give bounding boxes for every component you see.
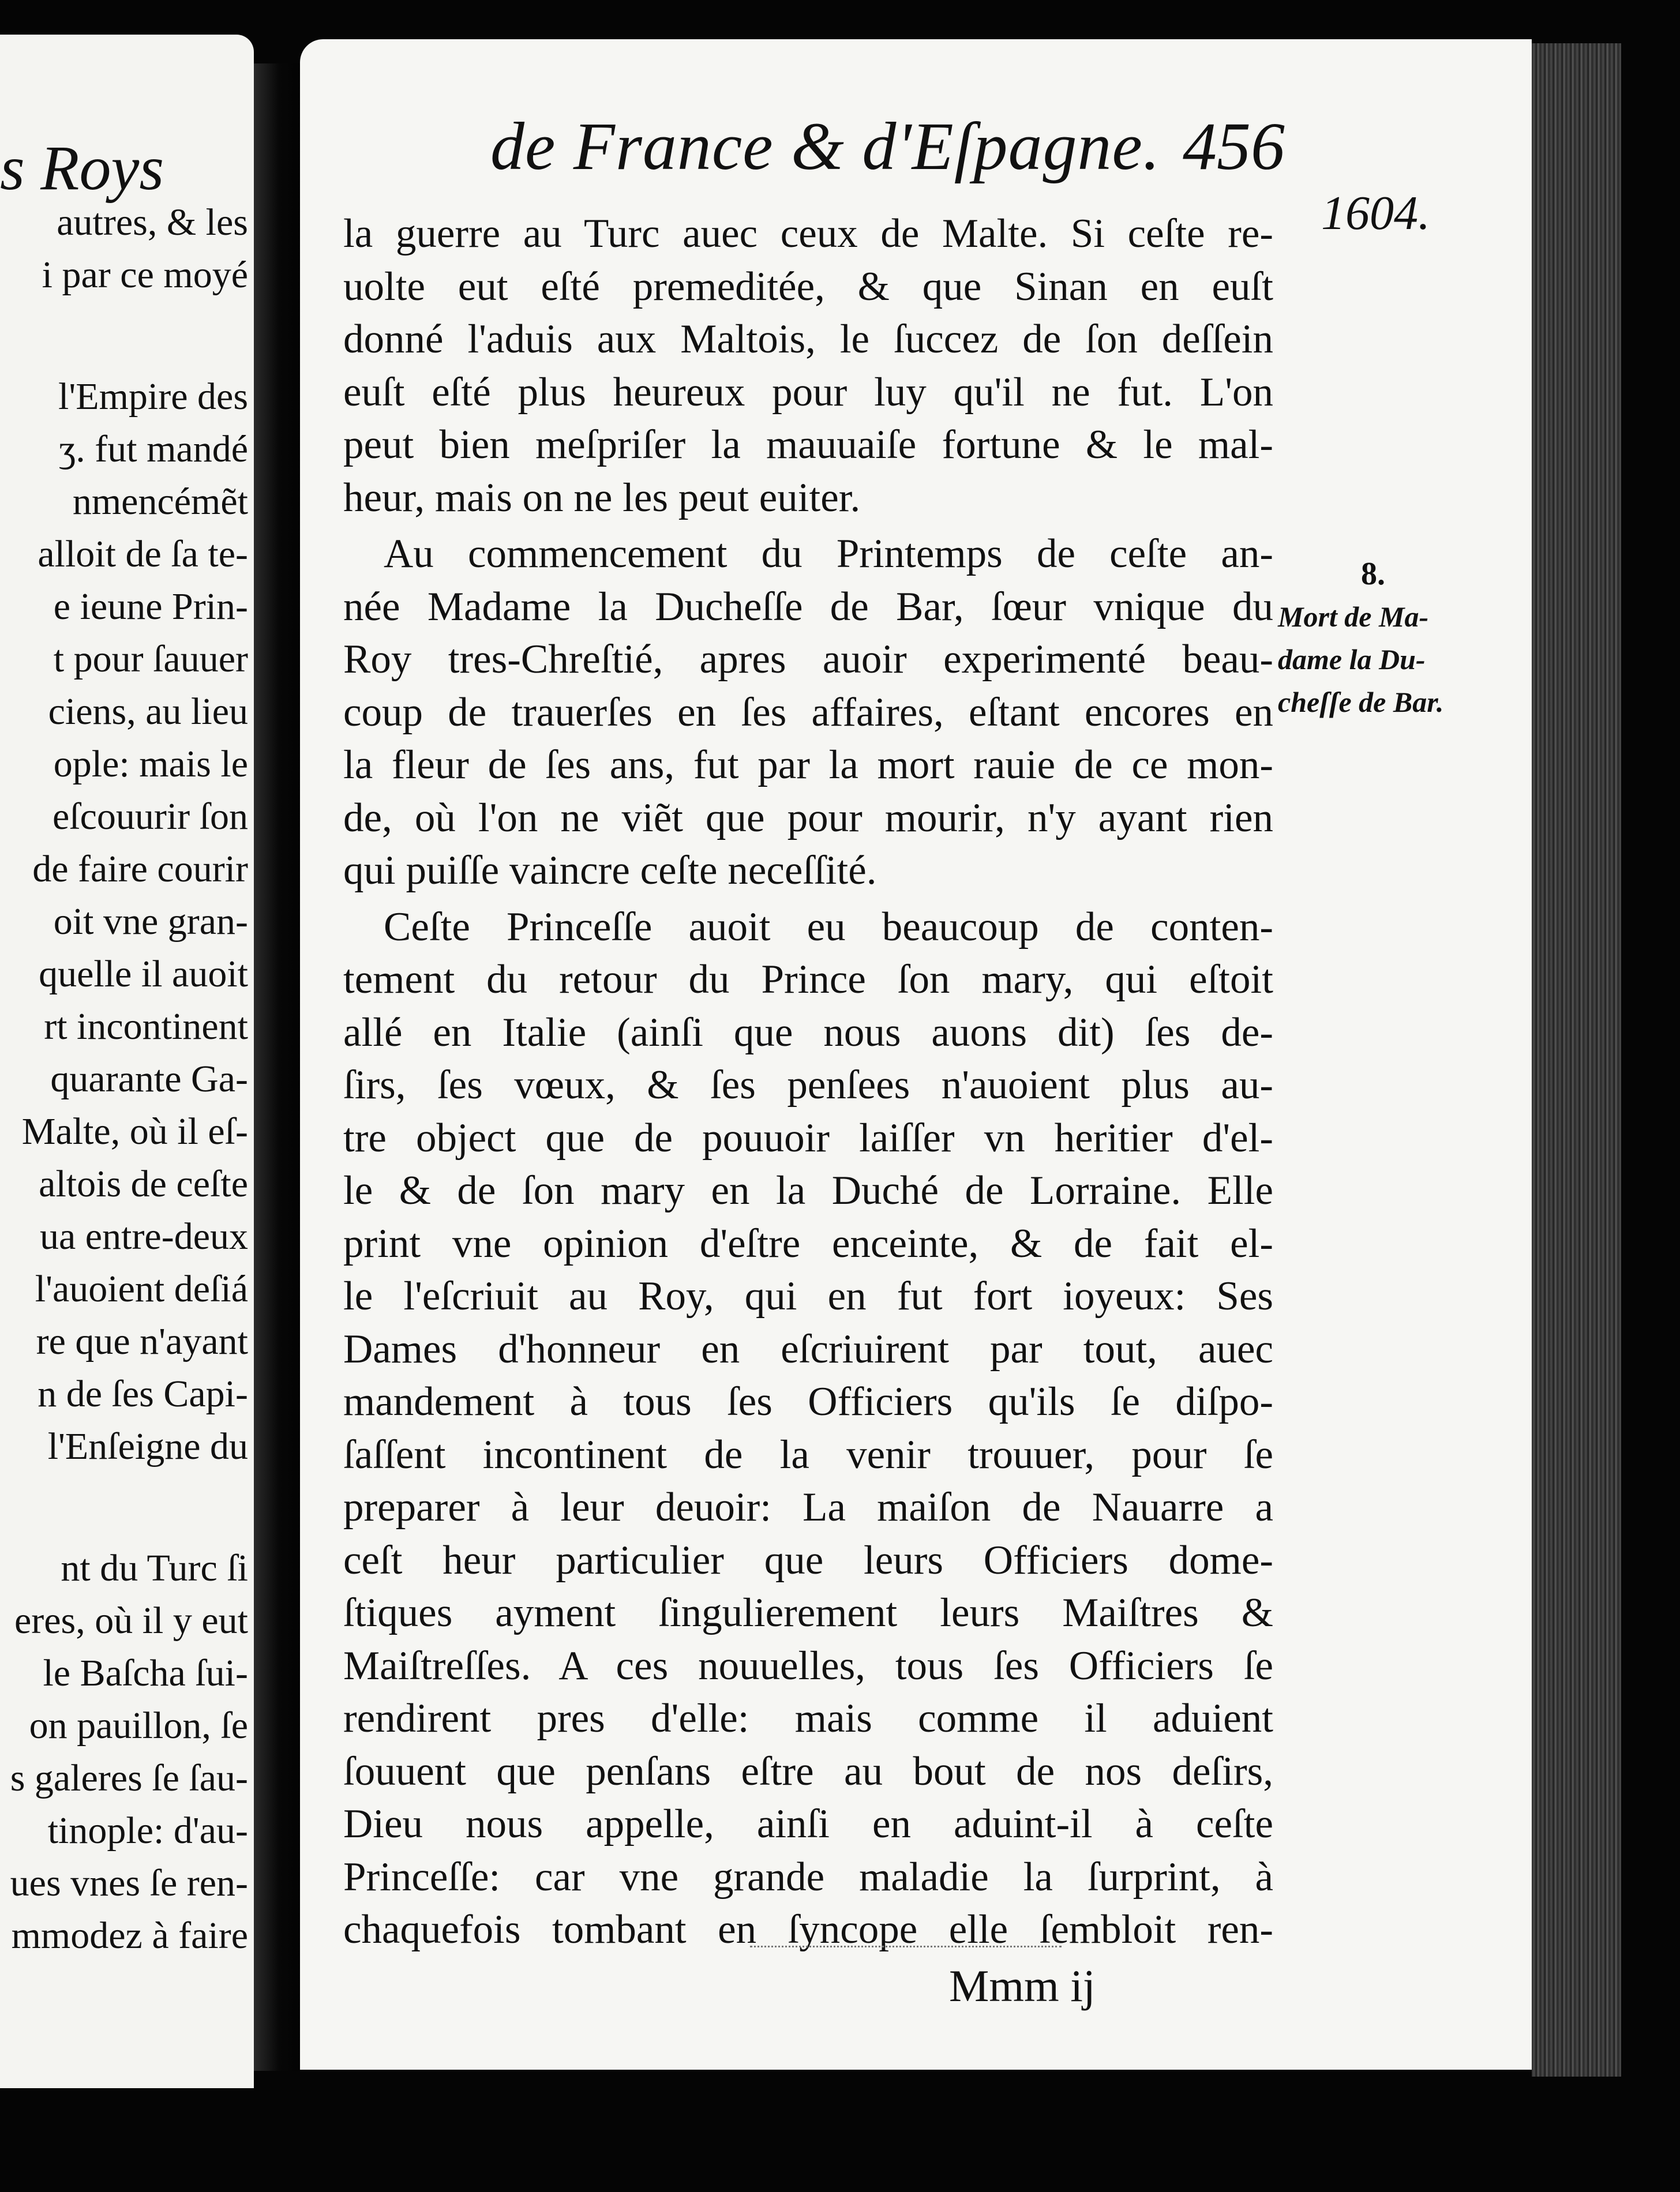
page-edges: [1532, 43, 1621, 2077]
marginal-note-line: Mort de Ma-: [1278, 600, 1429, 633]
body-text-line: Ceſte Princeſſe auoit eu beaucoup de conten-: [384, 904, 1273, 949]
marginal-note-number: 8.: [1361, 556, 1385, 592]
marginal-note-line: cheſſe de Bar.: [1278, 686, 1444, 718]
running-title: de France & d'Eſpagne.: [490, 108, 1161, 184]
left-text-line: quelle il auoit: [39, 953, 248, 995]
left-text-line: ua entre-deux: [40, 1215, 248, 1258]
body-text-line: qui puiſſe vaincre ceſte neceſſité.: [343, 848, 877, 893]
body-text-line: mandement à tous ſes Officiers qu'ils ſe diſpo-: [343, 1379, 1273, 1424]
left-text-line: [0, 1473, 248, 1542]
body-text-line: preparer à leur deuoir: La maiſon de Nauarre a: [343, 1485, 1273, 1530]
body-text-line: la guerre au Turc auec ceux de Malte. Si ceſte re-: [343, 211, 1273, 256]
marginal-note: [1278, 553, 1468, 723]
body-text: [343, 208, 1273, 1957]
left-text-line: mmodez à faire: [11, 1915, 248, 1957]
body-text-line: ſaſſent incontinent de la venir trouuer, pour ſe: [343, 1432, 1273, 1477]
body-text-line: coup de trauerſes en ſes affaires, eſtant encores en: [343, 689, 1273, 735]
left-text-line: altois de ceſte: [39, 1163, 248, 1205]
body-text-line: print vne opinion d'eſtre enceinte, & de fait el-: [343, 1221, 1273, 1266]
left-running-head: s Roys: [0, 133, 164, 203]
body-text-line: de, où l'on ne viẽt que pour mourir, n'y ayant rien: [343, 795, 1273, 840]
left-text-line: ople: mais le: [53, 743, 248, 785]
body-text-line: le & de ſon mary en la Duché de Lorraine. Elle: [343, 1168, 1273, 1213]
left-text-line: eſcouurir ſon: [52, 795, 248, 838]
body-text-line: ſirs, ſes vœux, & ſes penſees n'auoient plus au-: [343, 1063, 1273, 1108]
left-page-text: [0, 196, 248, 1962]
body-text-line: Roy tres-Chreſtié, apres auoir experimenté beau-: [343, 637, 1273, 682]
body-text-line: née Madame la Ducheſſe de Bar, ſœur vnique du: [343, 584, 1273, 629]
left-text-line: eres, où il y eut: [14, 1600, 248, 1642]
right-page: [300, 39, 1532, 2070]
left-page-fragment: [0, 35, 254, 2088]
body-text-line: ſouuent que penſans eſtre au bout de nos deſirs,: [343, 1748, 1273, 1794]
left-text-line: l'auoient deſiá: [35, 1268, 248, 1310]
left-text-line: Malte, où il eſ-: [21, 1110, 248, 1153]
body-text-line: Au commencement du Printemps de ceſte an-: [384, 531, 1273, 576]
left-text-line: quarante Ga-: [50, 1058, 248, 1100]
left-text-line: [0, 301, 248, 370]
body-text-line: ſtiques ayment ſingulierement leurs Maiſtres &: [343, 1590, 1273, 1635]
left-text-line: tinople: d'au-: [47, 1810, 248, 1852]
body-text-line: uolte eut eſté premeditée, & que Sinan en euſt: [343, 264, 1273, 309]
left-text-line: nt du Turc ſi: [61, 1547, 248, 1589]
left-text-line: n de ſes Capi-: [38, 1373, 248, 1415]
body-text-line: heur, mais on ne les peut euiter.: [343, 475, 861, 520]
body-text-line: la fleur de ſes ans, fut par la mort rauie de ce mon-: [343, 742, 1273, 787]
body-text-line: chaquefois tombant en ſyncope elle ſembloit ren-: [343, 1907, 1273, 1952]
left-text-line: de faire courir: [32, 848, 248, 890]
body-text-line: tement du retour du Prince ſon mary, qui eſtoit: [343, 957, 1273, 1002]
page-number: 456: [1183, 108, 1285, 184]
body-text-line: peut bien meſpriſer la mauuaiſe fortune & le mal-: [343, 422, 1273, 467]
body-text-line: euſt eſté plus heureux pour luy qu'il ne fut. L'on: [343, 369, 1273, 415]
body-text-line: allé en Italie (ainſi que nous auons dit) ſes de-: [343, 1009, 1273, 1055]
left-text-line: e ieune Prin-: [53, 585, 248, 628]
body-text-line: tre object que de pouuoir laiſſer vn heritier d'el-: [343, 1115, 1273, 1161]
left-text-line: ues vnes ſe ren-: [10, 1862, 248, 1904]
left-text-line: le Baſcha ſui-: [43, 1652, 248, 1694]
left-text-line: i par ce moyé: [42, 254, 248, 296]
body-text-line: rendirent pres d'elle: mais comme il aduient: [343, 1696, 1273, 1741]
left-text-line: autres, & les: [57, 201, 248, 243]
left-text-line: s galeres ſe ſau-: [10, 1757, 248, 1799]
body-text-line: Dieu nous appelle, ainſi en aduint-il à ceſte: [343, 1801, 1273, 1846]
body-text-line: Princeſſe: car vne grande maladie la ſurprint, à: [343, 1854, 1273, 1900]
body-text-line: Dames d'honneur en eſcriuirent par tout, auec: [343, 1326, 1273, 1372]
body-text-line: Maiſtreſſes. A ces nouuelles, tous ſes Officiers ſe: [343, 1643, 1273, 1688]
left-text-line: l'Enſeigne du: [47, 1425, 248, 1467]
body-text-line: ceſt heur particulier que leurs Officiers dome-: [343, 1537, 1273, 1583]
faint-rule: [750, 1946, 1062, 1947]
left-text-line: t pour ſauuer: [53, 638, 248, 680]
left-text-line: ʒ. fut mandé: [58, 428, 248, 470]
marginal-note-line: dame la Du-: [1278, 643, 1426, 675]
left-text-line: ciens, au lieu: [48, 690, 248, 733]
left-text-line: l'Empire des: [58, 376, 248, 418]
left-text-line: rt incontinent: [44, 1005, 248, 1048]
left-text-line: re que n'ayant: [36, 1320, 248, 1363]
left-text-line: oit vne gran-: [53, 900, 248, 943]
left-text-line: nmencémẽt: [72, 481, 248, 523]
year-marginal: 1604.: [1321, 186, 1430, 240]
signature-mark: Mmm ij: [949, 1961, 1096, 2011]
body-text-line: donné l'aduis aux Maltois, le ſuccez de ſon deſſein: [343, 317, 1273, 362]
body-text-line: le l'eſcriuit au Roy, qui en fut fort ioyeux: Ses: [343, 1274, 1273, 1319]
left-text-line: on pauillon, ſe: [29, 1705, 248, 1747]
left-text-line: alloit de ſa te-: [38, 533, 248, 575]
